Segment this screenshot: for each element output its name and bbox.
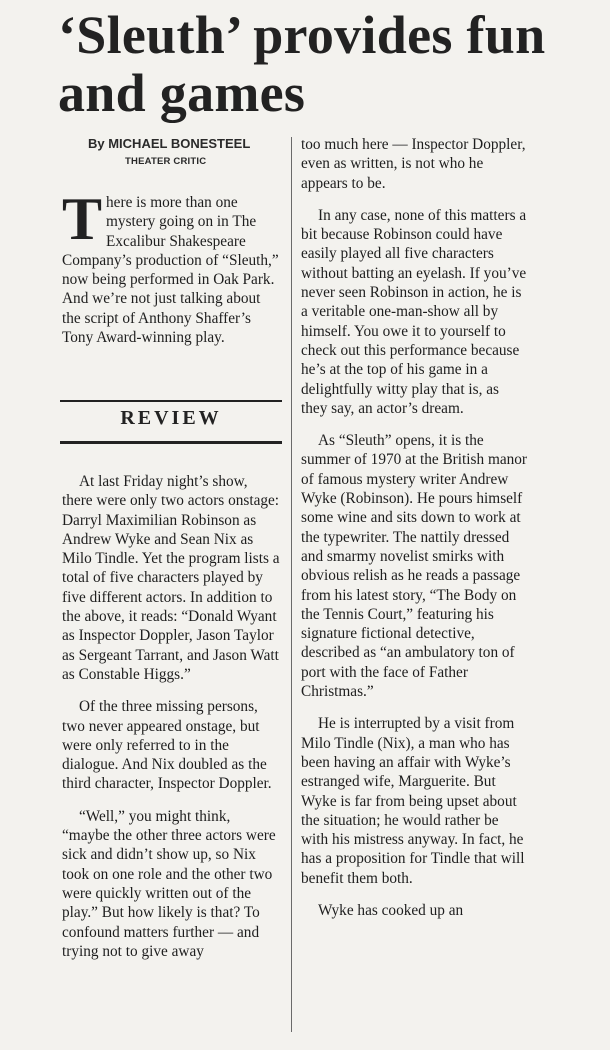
paragraph: too much here — Inspector Doppler, even as written, is not who he appears to be.	[301, 136, 526, 192]
paragraph: He is interrupted by a visit from Milo Tindle (Nix), a man who has been having an affair with Wyke’s estranged wife, Marguerite. But Wyke is far from being upset about the situation; he would rather be with his mistress anyway. In fact, he has a proposition for Tindle that will benefit them both.	[301, 715, 525, 887]
column-1-top	[62, 186, 280, 360]
headline: ‘Sleuth’ provides fun and games	[58, 5, 546, 123]
paragraph: Of the three missing persons, two never appeared onstage, but were only referred to in the dialogue. And Nix doubled as the third character, Inspector Doppler.	[62, 698, 272, 793]
paragraph: At last Friday night’s show, there were only two actors onstage: Darryl Maximilian Robinson as Andrew Wyke and Sean Nix as Milo Tindle. Yet the program lists a total of five characters played by five different actors. In addition to the above, it reads: “Donald Wyant as Inspector Doppler, Jason Taylor as Sergeant Tarrant, and Jason Watt as Constable Higgs.”	[62, 473, 280, 683]
column-1-bottom	[62, 472, 280, 974]
byline: By MICHAEL BONESTEEL	[88, 136, 251, 151]
paragraph: Wyke has cooked up an	[318, 901, 464, 919]
section-label-review: REVIEW	[120, 407, 222, 429]
lead-paragraph-text: here is more than one mystery going on in The Excalibur Shakespeare Company’s production of “Sleuth,” now being performed in Oak Park. And we’re not just talking about the script of Anthony Shaffer’s Tony Award-winning play.	[62, 194, 279, 347]
review-rule-top	[60, 400, 282, 402]
lead-paragraph	[62, 186, 280, 347]
paragraph: “Well,” you might think, “maybe the other three actors were sick and didn’t show up, so Nix took on one role and the other two were quickly written out of the play.” But how likely is that? To confound matters further — and trying not to give away	[62, 807, 276, 960]
byline-role: THEATER CRITIC	[125, 156, 207, 167]
column-divider	[291, 137, 292, 1032]
paragraph: In any case, none of this matters a bit because Robinson could have easily played all five characters without batting an eyelash. If you’ve never seen Robinson in action, he is a veritable one-man-show all by himself. You owe it to yourself to check out this performance because he’s at the top of his game in a delightfully witty play that is, as they say, an actor’s dream.	[301, 206, 527, 417]
review-rule-bottom	[60, 441, 282, 444]
paragraph: As “Sleuth” opens, it is the summer of 1970 at the British manor of famous mystery writer Andrew Wyke (Robinson). He pours himself some wine and sits down to work at the typewriter. The nattily dressed and smarmy novelist smirks with obvious relish as he reads a passage from his latest story, “The Body on the Tennis Court,” featuring his signature fictional detective, described as “an ambulatory ton of port with the face of Father Christmas.”	[301, 432, 528, 701]
column-2	[301, 135, 529, 933]
drop-cap: T	[62, 186, 103, 252]
